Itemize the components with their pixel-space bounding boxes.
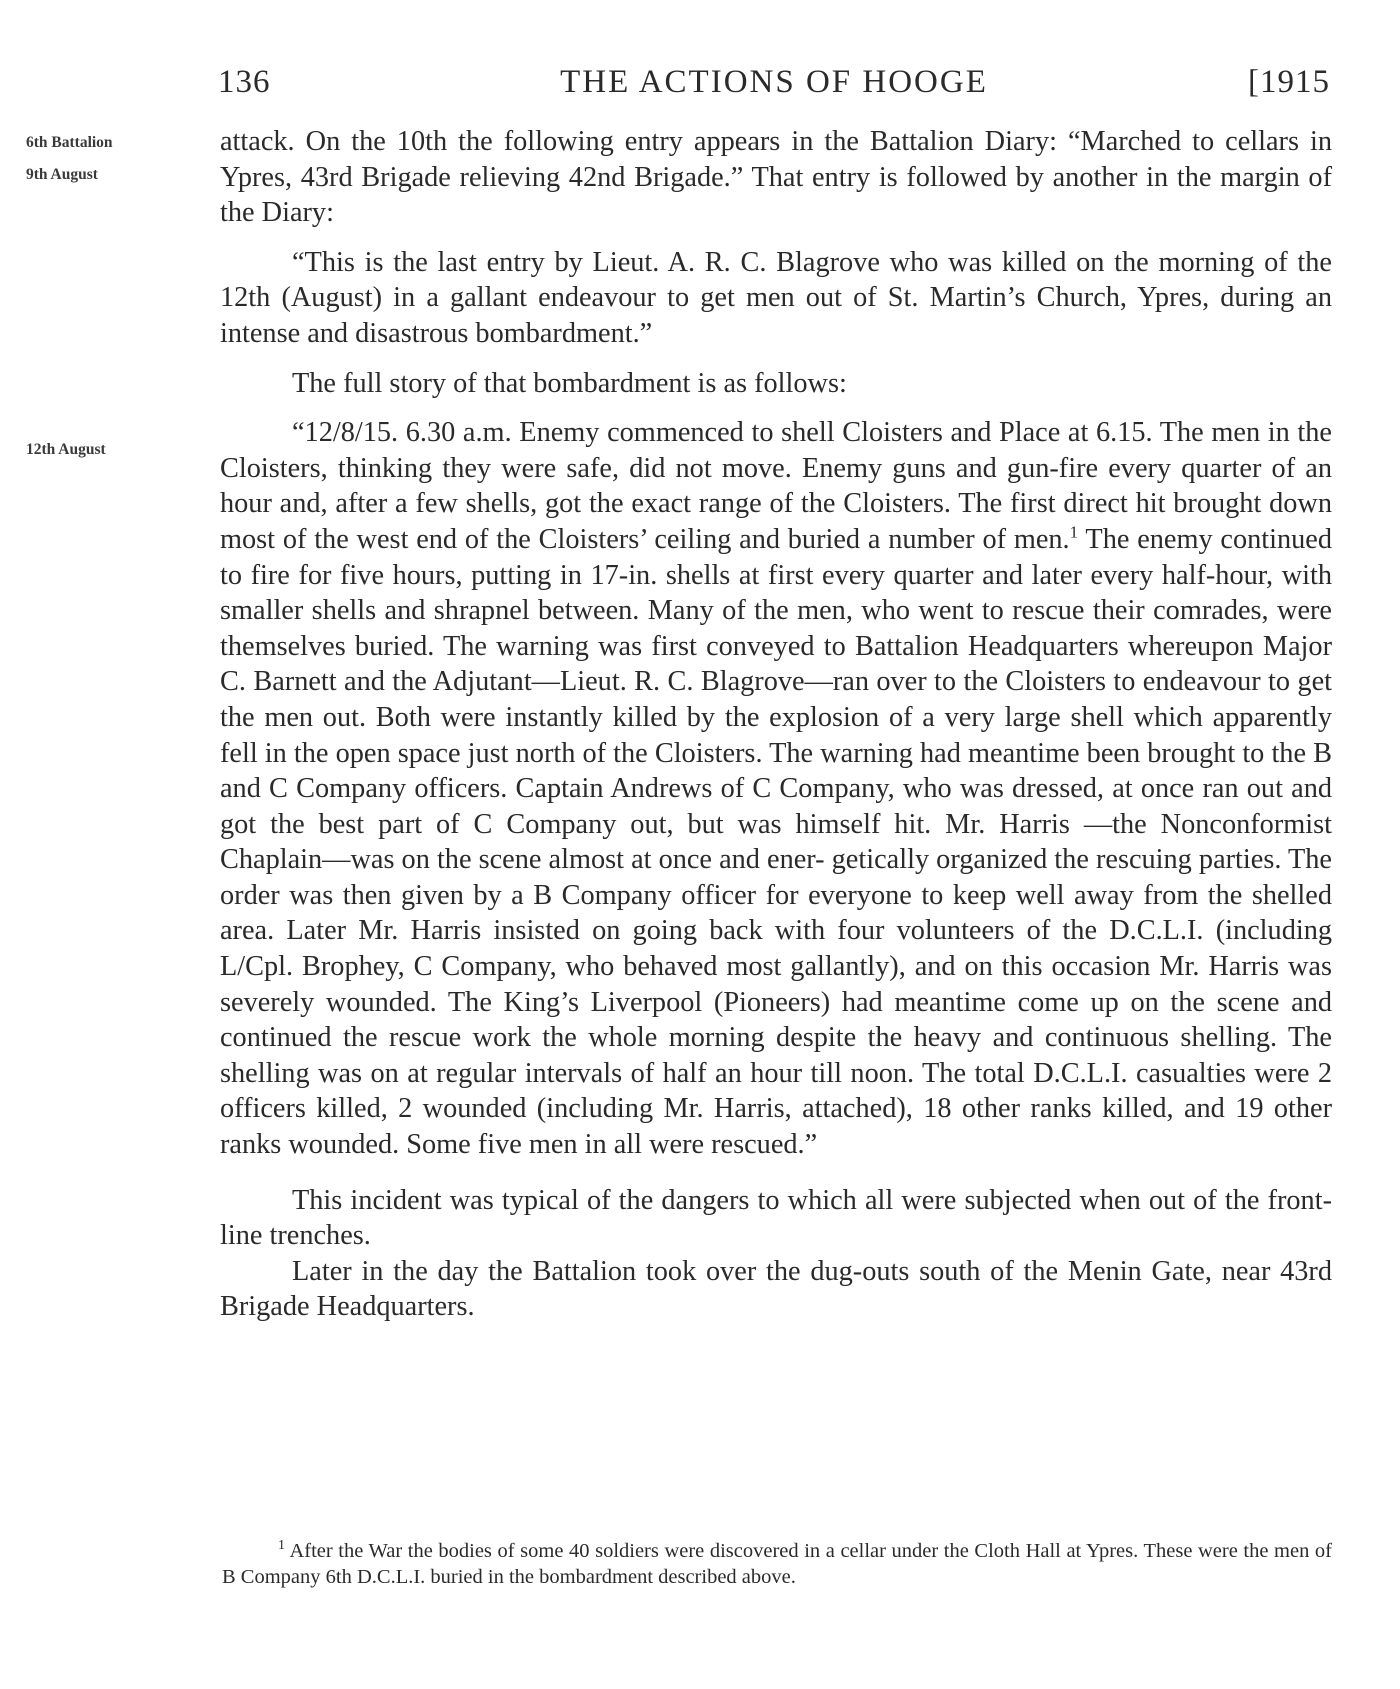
running-title: THE ACTIONS OF HOOGE (560, 64, 988, 100)
margin-note-9-august: 9th August (26, 166, 98, 183)
footnote-mark: 1 (278, 1538, 285, 1554)
paragraph-dugouts: Later in the day the Battalion took over the dug-outs south of the Menin Gate, near 43rd Brigade Headquarters. (220, 1255, 1332, 1323)
page-number: 136 (218, 64, 271, 100)
footnote-text: After the War the bodies of some 40 soldiers were discovered in a cellar under the Cloth Hall at Ypres. These were the men of B Company 6th D.C.L.I. buried in the bombardment described above. (222, 1540, 1332, 1588)
paragraph-story-intro: The full story of that bombardment is as follows: (292, 367, 847, 399)
paragraph-bombardment-account (220, 415, 1332, 1162)
margin-note-12-august: 12th August (26, 441, 106, 458)
main-text (220, 124, 1332, 1325)
margin-note-battalion: 6th Battalion (26, 134, 113, 151)
bombardment-text-part-1: “12/8/15. 6.30 a.m. Enemy commenced to shell Cloisters and Place at 6.15. The men in the Cloisters, thinking they were safe, did not move. Enemy guns and gun-fire every quarter of an hour and, after a few shells, got the exact range of the Cloisters. The first direct hit brought down most of the west end of the Cloisters’ ceiling and buried a number of men. (220, 417, 1332, 555)
running-header (218, 60, 1330, 108)
footnote (222, 1538, 1332, 1590)
footnote-reference: 1 (1069, 522, 1079, 542)
paragraph-typical-incident: This incident was typical of the dangers to which all were subjected when out of the front-line trenches. (220, 1184, 1332, 1252)
footnote-paragraph (222, 1538, 1332, 1590)
header-year: [1915 (1248, 64, 1330, 100)
paragraph-diary-entry: attack. On the 10th the following entry appears in the Battalion Diary: “Marched to cellars in Ypres, 43rd Brigade relieving 42nd Brigade.” That entry is followed by another in the margin of the Diary: (220, 126, 1332, 229)
paragraph-margin-quote: “This is the last entry by Lieut. A. R. C. Blagrove who was killed on the morning of the 12th (August) in a gallant endeavour to get men out of St. Martin’s Church, Ypres, during an intense and disastrous bombardment.” (220, 246, 1332, 349)
bombardment-text-part-2: The enemy continued to fire for five hours, putting in 17-in. shells at first every quarter and later every half-hour, with smaller shells and shrapnel between. Many of the men, who went to rescue their comrades, were themselves buried. The warning was first conveyed to Battalion Headquarters whereupon Major C. Barnett and the Adjutant—Lieut. R. C. Blagrove—ran over to the Cloisters to endeavour to get the men out. Both were instantly killed by the explosion of a very large shell which apparently fell in the open space just north of the Cloisters. The warning had meantime been brought to the B and C Company officers. Captain Andrews of C Company, who was dressed, at once ran out and got the best part of C Company out, but was himself hit. Mr. Harris —the Nonconformist Chaplain—was on the scene almost at once and ener- getically organized the rescuing parties. The order was then given by a B Company officer for everyone to keep well away from the shelled area. Later Mr. Harris insisted on going back with four volunteers of the D.C.L.I. (including L/Cpl. Brophey, C Company, who behaved most gallantly), and on this occasion Mr. Harris was severely wounded. The King’s Liverpool (Pioneers) had meantime come up on the scene and continued the rescue work the whole morning despite the heavy and continuous shelling. The shelling was on at regular intervals of half an hour till noon. The total D.C.L.I. casualties were 2 officers killed, 2 wounded (including Mr. Harris, attached), 18 other ranks killed, and 19 other ranks wounded. Some five men in all were rescued.” (220, 523, 1333, 1161)
